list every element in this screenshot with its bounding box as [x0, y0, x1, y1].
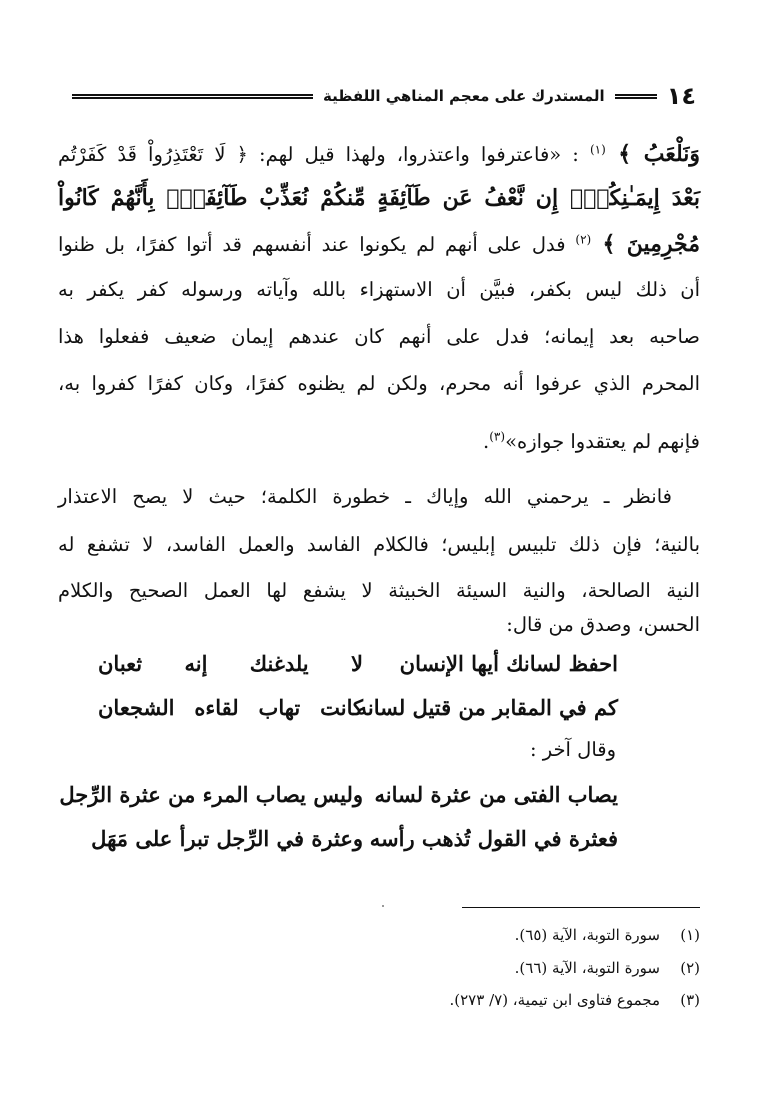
body-text: النية الصالحة، والنية السيئة الخبيثة لا يشفع لها العمل الصحيح والكلام	[58, 579, 700, 602]
footnote-number: (٢)	[680, 959, 700, 977]
text-line	[58, 132, 700, 176]
verse-first-hemistich: احفظ لسانك أيها الإنسان	[399, 651, 618, 676]
text-line	[58, 222, 700, 266]
verse-second-hemistich: وليس يصاب المرء من عثرة الرِّجل	[59, 782, 363, 807]
footnote-text: سورة التوبة، الآية (٦٥).	[514, 926, 660, 944]
text-line	[58, 268, 700, 312]
footnote-ref: (٢)	[575, 232, 592, 247]
text-line	[58, 420, 700, 464]
poem-verse	[91, 816, 618, 862]
footnote-ref: (٣)	[489, 429, 506, 444]
body-text: .	[483, 430, 490, 453]
body-text: فإنهم لم يعتقدوا جوازه»	[505, 430, 700, 453]
body-text: فدل على أنهم لم يكونوا عند أنفسهم قد أتوا كفرًا، بل ظنوا	[58, 233, 576, 256]
print-speck	[382, 905, 384, 907]
footnote-text: سورة التوبة، الآية (٦٦).	[514, 959, 660, 977]
text-line	[58, 176, 700, 220]
poem-verse	[59, 772, 618, 818]
verse-first-hemistich: كم في المقابر من قتيل لسانه	[356, 695, 618, 720]
footnote-number: (٣)	[680, 991, 700, 1009]
footnote-ref: (١)	[589, 142, 606, 157]
verse-second-hemistich: وعثرة في الرِّجل تبرأ على مَهَل	[91, 826, 363, 851]
quran-text: بَعْدَ إِيمَـٰنِكُمْۚ إِن نَّعْفُ عَن طَآئِفَةٍ مِّنكُمْ نُعَذِّبْ طَآئِفَةَۢ بِأَنَّهُمْ كَانُواْ	[58, 185, 700, 211]
poem-verse	[98, 641, 618, 687]
body-text: صاحبه بعد إيمانه؛ فدل على أنهم كان عندهم إيمان ضعيف ففعلوا هذا	[58, 325, 700, 348]
verse-second-hemistich: كانت تهاب لقاءه الشجعان	[98, 695, 363, 720]
footnote	[58, 920, 700, 950]
footnote	[58, 985, 700, 1015]
poem-verse	[98, 685, 618, 731]
body-text: فانظر ـ يرحمني الله وإياك ـ خطورة الكلمة؛ حيث لا يصح الاعتذار	[58, 485, 672, 508]
body-text: : «فاعترفوا واعتذروا، ولهذا قيل لهم: ﴿ لَا تَعْتَذِرُواْ قَدْ كَفَرْتُم	[58, 143, 590, 166]
body-text: بالنية؛ فإن ذلك تلبيس إبليس؛ فالكلام الفاسد والعمل الفاسد، لا تشفع له	[58, 533, 700, 556]
body-text: الحسن، وصدق من قال:	[506, 613, 700, 636]
page-header	[62, 84, 696, 108]
footnote-text: مجموع فتاوى ابن تيمية، (٧/ ٢٧٣).	[449, 991, 660, 1009]
body-text: المحرم الذي عرفوا أنه محرم، ولكن لم يظنوه كفرًا، وكان كفرًا كفروا به،	[58, 372, 700, 395]
verse-second-hemistich: لا يلدغنك إنه ثعبان	[98, 651, 363, 676]
text-line	[58, 315, 700, 359]
text-line	[58, 362, 700, 406]
footnote-separator	[462, 907, 700, 908]
quran-text: مُجْرِمِينَ ﴾	[591, 231, 700, 257]
text-line	[58, 523, 700, 567]
text-line	[58, 475, 700, 519]
header-rule	[615, 94, 657, 99]
poem-intro: وقال آخر :	[529, 738, 616, 761]
header-rule	[72, 94, 313, 99]
footnote-number: (١)	[680, 926, 700, 944]
quran-text: وَنَلْعَبُ ﴾	[605, 141, 700, 167]
verse-first-hemistich: يصاب الفتى من عثرة لسانه	[374, 782, 618, 807]
verse-first-hemistich: فعثرة في القول تُذهب رأسه	[369, 826, 618, 851]
footnote	[58, 953, 700, 983]
running-title: المستدرك على معجم المناهي اللفظية	[322, 87, 605, 105]
body-text: أن ذلك ليس بكفر، فبيَّن أن الاستهزاء بالله وآياته ورسوله كفر يكفر به	[58, 278, 700, 301]
page-number: ١٤	[666, 82, 696, 110]
